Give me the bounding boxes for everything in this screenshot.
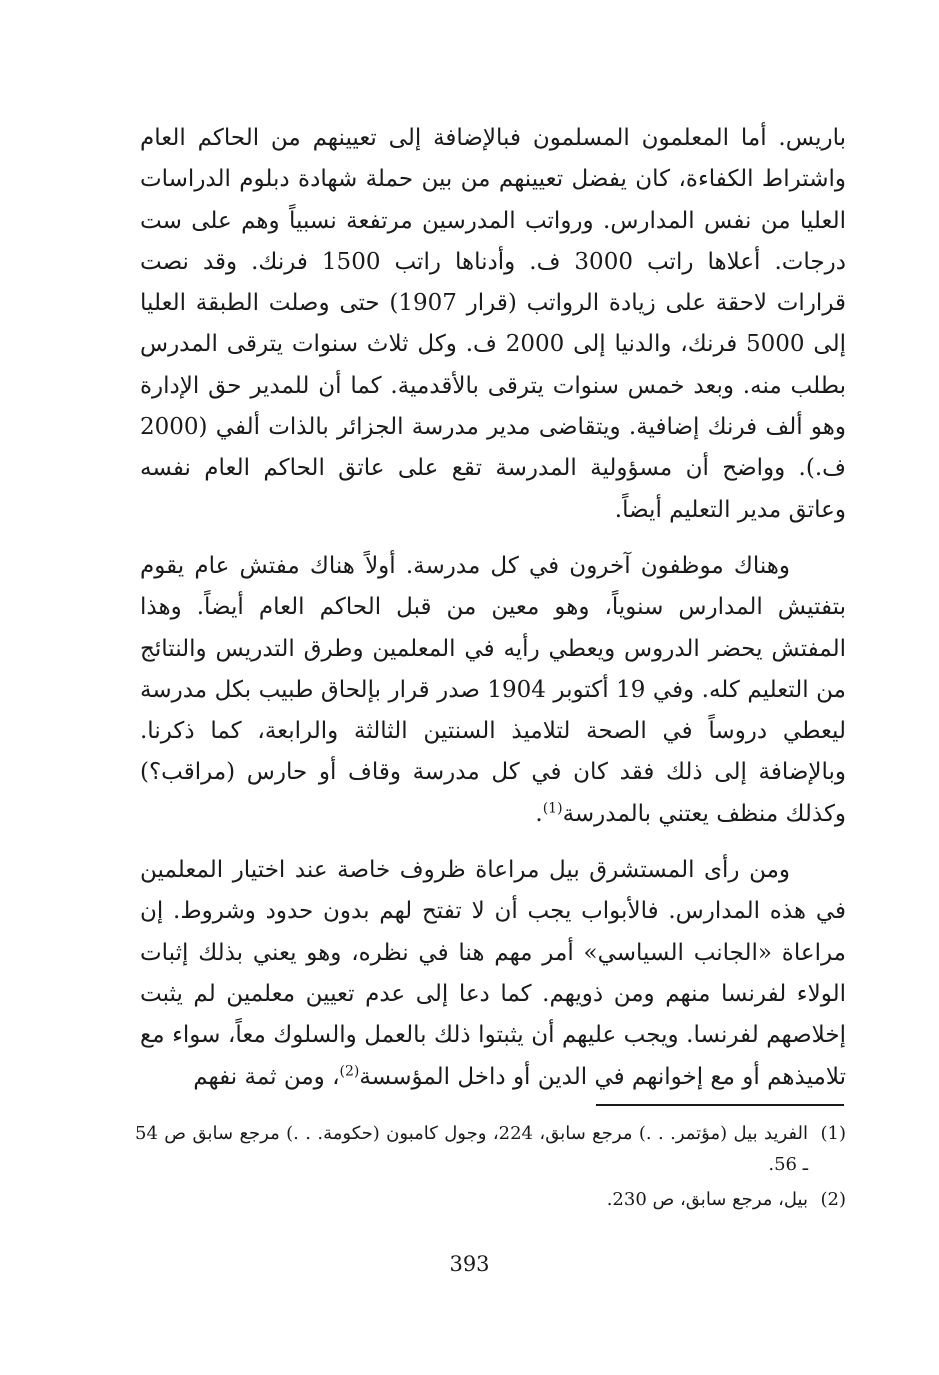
paragraph-2-end: . <box>535 800 543 827</box>
page-number: 393 <box>449 1252 490 1276</box>
footnote-ref-1: (1) <box>542 800 563 817</box>
body-text <box>140 118 846 1098</box>
paragraph-2-text: وهناك موظفون آخرون في كل مدرسة. أولاً هناك مفتش عام يقوم بتفتيش المدارس سنوياً، وهو معين من قبل الحاكم العام أيضاً. وهذا المفتش يحضر الدروس ويعطي رأيه في المعلمين وطرق التدريس والنتائج من التعليم كله. وفي 19 أكتوبر 1904 صدر قرار بإلحاق طبيب بكل مدرسة ليعطي دروساً في الصحة لتلاميذ السنتين الثالثة والرابعة، كما ذكرنا. وبالإضافة إلى ذلك فقد كان في كل مدرسة وقاف أو حارس (مراقب؟) وكذلك منظف يعتني بالمدرسة <box>140 552 846 827</box>
footnote-divider <box>596 1104 844 1106</box>
paragraph-3 <box>140 850 846 1098</box>
paragraph-1 <box>140 118 846 531</box>
footnote-1-number: (1) <box>820 1123 846 1144</box>
footnote-2 <box>135 1184 846 1215</box>
paragraph-3-end: ، ومن ثمة نفهم <box>193 1063 340 1090</box>
paragraph-3-text: ومن رأى المستشرق بيل مراعاة ظروف خاصة عند اختيار المعلمين في هذه المدارس. فالأبواب يجب أن لا تفتح لهم بدون حدود وشروط. إن مراعاة «الجانب السياسي» أمر مهم هنا في نظره، وهو يعني بذلك إثبات الولاء لفرنسا منهم ومن ذويهم. كما دعا إلى عدم تعيين معلمين لم يثبت إخلاصهم لفرنسا. ويجب عليهم أن يثبتوا ذلك بالعمل والسلوك معاً، سواء مع تلاميذهم أو مع إخوانهم في الدين أو داخل المؤسسة <box>140 857 846 1090</box>
footnote-2-text: بيل، مرجع سابق، ص 230. <box>606 1189 808 1210</box>
paragraph-1-text: باريس. أما المعلمون المسلمون فبالإضافة إلى تعيينهم من الحاكم العام واشتراط الكفاءة، كان يفضل تعيينهم من بين حملة شهادة دبلوم الدراسات العليا من نفس المدارس. ورواتب المدرسين مرتفعة نسبياً وهم على ست درجات. أعلاها راتب 3000 ف. وأدناها راتب 1500 فرنك. وقد نصت قرارات لاحقة على زيادة الرواتب (قرار 1907) حتى وصلت الطبقة العليا إلى 5000 فرنك، والدنيا إلى 2000 ف. وكل ثلاث سنوات يترقى المدرس بطلب منه. وبعد خمس سنوات يترقى بالأقدمية. كما أن للمدير حق الإدارة وهو ألف فرنك إضافية. ويتقاضى مدير مدرسة الجزائر بالذات ألفي (2000 ف.). وواضح أن مسؤولية المدرسة تقع على عاتق الحاكم العام نفسه وعاتق مدير التعليم أيضاً. <box>140 125 847 523</box>
footnote-ref-2: (2) <box>339 1062 360 1079</box>
footnotes <box>135 1118 846 1219</box>
paragraph-2 <box>140 546 846 835</box>
footnote-1 <box>135 1118 846 1180</box>
footnote-1-text: الفريد بيل (مؤتمر. . .) مرجع سابق، 224، وجول كامبون (حكومة. . .) مرجع سابق ص 54 ـ 56. <box>135 1123 808 1175</box>
footnote-2-number: (2) <box>820 1189 846 1210</box>
